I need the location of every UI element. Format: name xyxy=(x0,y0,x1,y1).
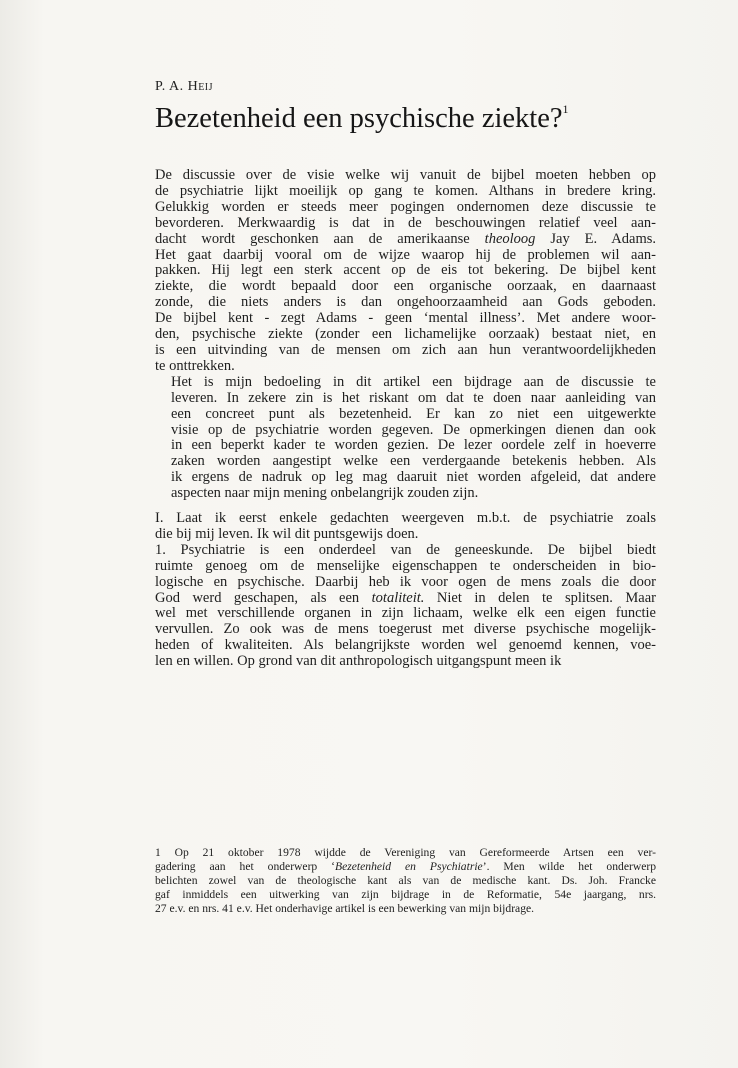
text-line: Gelukkig worden er steeds meer pogingen ondernomen deze discussie te xyxy=(155,198,656,215)
text-line: leveren. In zekere zin is het riskant om dat te doen naar aanleiding van xyxy=(171,389,656,406)
author-name xyxy=(155,79,213,95)
text-line: vervullen. Zo ook was de mens toegerust met diverse psychische mogelijk- xyxy=(155,621,656,638)
text-line: len en willen. Op grond van dit anthropologisch uitgangspunt meen ik xyxy=(155,653,562,670)
section-1-intro xyxy=(155,511,656,543)
text-line: De discussie over de visie welke wij vanuit de bijbel moeten hebben op xyxy=(155,167,656,183)
text-line: een concreet punt als bezetenheid. Er kan zo niet een uitgewerkte xyxy=(171,405,656,422)
text-line: zaken worden aangestipt welke een verdergaande betekenis hebben. Als xyxy=(171,453,656,470)
text-line: gadering aan het onderwerp ‘Bezetenheid en Psychiatrie’. Men wilde het onderwerp xyxy=(155,859,656,873)
text-line: 1 Op 21 oktober 1978 wijdde de Vereniging van Gereformeerde Artsen een ver- xyxy=(155,846,656,859)
article-body xyxy=(155,168,656,670)
text-line: Het gaat daarbij vooral om de wijze waarop hij de problemen wil aan- xyxy=(155,246,656,263)
paragraph-2 xyxy=(155,375,656,502)
italic-text: Bezetenheid en Psychiatrie xyxy=(335,859,483,873)
paragraph-1 xyxy=(155,168,656,375)
text-line: Het is mijn bedoeling in dit artikel een bijdrage aan de discussie te xyxy=(171,373,656,390)
text-line: aspecten naar mijn mening onbelangrijk zouden zijn. xyxy=(171,485,479,502)
text-line: De bijbel kent - zegt Adams - geen ‘mental illness’. Met andere woor- xyxy=(155,310,656,327)
text-line: I. Laat ik eerst enkele gedachten weergeven m.b.t. de psychiatrie zoals xyxy=(155,510,656,527)
text-line: heden of kwaliteiten. Als belangrijkste worden wel genoemd kennen, voe- xyxy=(155,637,656,654)
text-line: te onttrekken. xyxy=(155,357,235,374)
text-line: visie op de psychiatrie worden gegeven. De opmerkingen dienen dan ook xyxy=(171,421,656,438)
text-line: in een beperkt kader te worden gezien. De lezer oordele zelf in hoeverre xyxy=(171,437,656,454)
text-line: wel met verschillende organen in zijn lichaam, welke elk een eigen functie xyxy=(155,605,656,622)
text-line: die bij mij leven. Ik wil dit puntsgewijs doen. xyxy=(155,525,419,542)
text-line: bevorderen. Merkwaardig is dat in de beschouwingen relatief veel aan- xyxy=(155,214,656,231)
text-line: logische en psychische. Daarbij heb ik voor ogen de mens zoals die door xyxy=(155,573,656,590)
article-title xyxy=(155,103,569,135)
article-title-text: Bezetenheid een psychische ziekte? xyxy=(155,103,563,134)
text-line: zonde, die niets anders is dan ongehoorzaamheid aan Gods geboden. xyxy=(155,294,656,311)
author-initials: P. A. xyxy=(155,79,184,94)
text-line: ziekte, die wordt bepaald door een organische oorzaak, en daarnaast xyxy=(155,278,656,295)
italic-text: totaliteit. xyxy=(371,589,425,606)
author-surname: Heij xyxy=(187,79,214,94)
text-line: belichten zowel van de theologische kant als van de medische kant. Ds. Joh. Francke xyxy=(155,873,656,887)
text-line: de psychiatrie lijkt moeilijk op gang te komen. Althans in bredere kring. xyxy=(155,182,656,199)
text-line: 27 e.v. en nrs. 41 e.v. Het onderhavige artikel is een bewerking van mijn bijdrage. xyxy=(155,901,535,915)
footnote xyxy=(155,846,656,916)
text-line: 1. Psychiatrie is een onderdeel van de geneeskunde. De bijbel biedt xyxy=(155,541,656,558)
text-line: den, psychische ziekte (zonder een lichamelijke oorzaak) bestaat niet, en xyxy=(155,326,656,343)
text-line: ik ergens de nadruk op leg mag daaruit niet worden afgeleid, dat andere xyxy=(171,469,656,486)
text-line: pakken. Hij legt een sterk accent op de eis tot bekering. De bijbel kent xyxy=(155,262,656,279)
text-line: gaf inmiddels een uitwerking van zijn bijdrage in de Reformatie, 54e jaargang, nrs. xyxy=(155,887,656,901)
footnote-mark: 1 xyxy=(562,101,569,116)
point-1-paragraph xyxy=(155,543,656,670)
text-line: God werd geschapen, als een totaliteit. Niet in delen te splitsen. Maar xyxy=(155,589,656,606)
text-line: ruimte genoeg om de menselijke eigenschappen te onderscheiden in bio- xyxy=(155,557,656,574)
text-line: is een uitvinding van de mensen om zich aan hun verantwoordelijkheden xyxy=(155,341,656,358)
italic-text: theoloog xyxy=(484,230,536,247)
text-line: dacht wordt geschonken aan de amerikaanse theoloog Jay E. Adams. xyxy=(155,230,656,247)
